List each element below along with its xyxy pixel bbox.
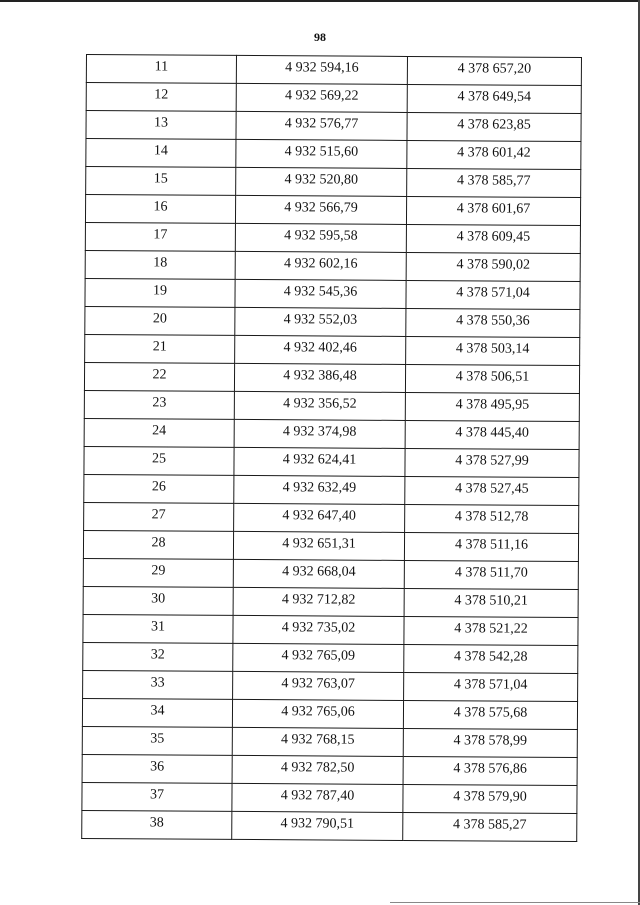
x-coordinate-cell-text: 4 932 763,07 [281, 675, 355, 692]
x-coordinate-cell [234, 419, 405, 448]
y-coordinate-cell [407, 168, 581, 197]
y-coordinate-cell [406, 252, 580, 281]
y-coordinate-cell [406, 196, 580, 225]
y-coordinate-cell [404, 588, 578, 617]
x-coordinate-cell [235, 223, 406, 252]
table-row [84, 446, 579, 477]
point-number-cell-text: 33 [150, 674, 165, 690]
y-coordinate-cell [407, 56, 581, 85]
point-number-cell-text: 27 [151, 506, 166, 522]
y-coordinate-cell-text: 4 378 495,95 [455, 396, 530, 413]
x-coordinate-cell-text: 4 932 520,80 [284, 171, 359, 188]
x-coordinate-cell-text: 4 932 515,60 [284, 143, 359, 160]
point-number-cell-text: 26 [151, 478, 166, 494]
y-coordinate-cell-text: 4 378 579,90 [453, 788, 527, 805]
y-coordinate-cell [407, 84, 581, 113]
y-coordinate-cell-text: 4 378 506,51 [455, 368, 530, 385]
x-coordinate-cell-text: 4 932 790,51 [280, 815, 355, 832]
table-row [84, 474, 579, 505]
x-coordinate-cell-text: 4 932 386,48 [283, 367, 357, 384]
x-coordinate-cell [233, 587, 404, 616]
table-row [85, 250, 580, 281]
x-coordinate-cell [233, 559, 404, 588]
y-coordinate-cell [403, 756, 577, 785]
table-row [84, 390, 579, 421]
point-number-cell [86, 83, 236, 112]
x-coordinate-cell [236, 167, 407, 196]
point-number-cell [86, 139, 236, 168]
y-coordinate-cell [404, 616, 578, 645]
point-number-cell-text: 16 [153, 198, 168, 215]
y-coordinate-cell-text: 4 378 527,99 [455, 452, 529, 469]
x-coordinate-cell [233, 531, 404, 560]
coordinates-table-body [82, 55, 582, 842]
point-number-cell-text: 35 [150, 730, 165, 746]
y-coordinate-cell-text: 4 378 649,54 [457, 88, 532, 105]
point-number-cell-text: 13 [154, 114, 169, 131]
point-number-cell [85, 278, 235, 307]
y-coordinate-cell [403, 728, 577, 757]
x-coordinate-cell-text: 4 932 787,40 [280, 787, 355, 804]
point-number-cell [84, 502, 234, 531]
x-coordinate-cell [236, 83, 407, 112]
table-row [86, 111, 581, 142]
x-coordinate-cell [233, 671, 404, 700]
point-number-cell-text: 15 [153, 170, 168, 187]
y-coordinate-cell [404, 672, 578, 701]
point-number-cell [84, 446, 234, 475]
y-coordinate-cell-text: 4 378 445,40 [455, 424, 529, 441]
x-coordinate-cell-text: 4 932 594,16 [285, 59, 359, 76]
y-coordinate-cell [405, 364, 579, 393]
point-number-cell [83, 586, 233, 615]
table-row [86, 167, 581, 198]
y-coordinate-cell [406, 308, 580, 337]
table-row [86, 55, 581, 86]
point-number-cell [82, 754, 232, 783]
table-row [83, 530, 578, 561]
table-row [82, 810, 577, 841]
y-coordinate-cell [405, 392, 579, 421]
y-coordinate-cell [407, 112, 581, 141]
y-coordinate-cell-text: 4 378 585,27 [453, 816, 527, 833]
x-coordinate-cell-text: 4 932 782,50 [280, 759, 355, 776]
x-coordinate-cell [235, 307, 406, 336]
point-number-cell [84, 390, 234, 419]
point-number-cell-text: 38 [149, 814, 164, 830]
table-row [84, 418, 579, 449]
x-coordinate-cell-text: 4 932 374,98 [282, 423, 357, 440]
y-coordinate-cell-text: 4 378 550,36 [456, 312, 530, 329]
point-number-cell [83, 530, 233, 559]
point-number-cell-text: 23 [152, 394, 167, 410]
table-row [85, 278, 580, 309]
point-number-cell [84, 474, 234, 503]
x-coordinate-cell [235, 335, 406, 364]
x-coordinate-cell [234, 447, 405, 476]
point-number-cell-text: 22 [152, 366, 167, 382]
point-number-cell-text: 11 [154, 58, 169, 75]
x-coordinate-cell [232, 699, 403, 728]
x-coordinate-cell [232, 783, 403, 812]
y-coordinate-cell-text: 4 378 623,85 [457, 116, 531, 133]
point-number-cell [85, 222, 235, 251]
point-number-cell [84, 418, 234, 447]
scan-edge-bottom [390, 902, 640, 903]
point-number-cell [82, 810, 232, 839]
point-number-cell [85, 306, 235, 335]
y-coordinate-cell [405, 448, 579, 477]
y-coordinate-cell [404, 532, 578, 561]
y-coordinate-cell [406, 336, 580, 365]
y-coordinate-cell-text: 4 378 571,04 [456, 284, 530, 301]
x-coordinate-cell-text: 4 932 624,41 [282, 451, 357, 468]
x-coordinate-cell-text: 4 932 632,49 [282, 479, 357, 496]
table-row [85, 195, 580, 226]
point-number-cell [82, 698, 232, 727]
y-coordinate-cell-text: 4 378 601,42 [457, 144, 531, 161]
point-number-cell [84, 362, 234, 391]
point-number-cell-text: 20 [152, 310, 167, 326]
y-coordinate-cell [403, 700, 577, 729]
point-number-cell-text: 37 [149, 786, 165, 802]
point-number-cell [85, 250, 235, 279]
y-coordinate-cell [405, 504, 579, 533]
y-coordinate-cell-text: 4 378 601,67 [456, 200, 531, 217]
table-row [82, 726, 577, 757]
x-coordinate-cell [232, 811, 403, 840]
point-number-cell-text: 18 [153, 254, 168, 270]
x-coordinate-cell [236, 111, 407, 140]
point-number-cell-text: 28 [151, 534, 166, 550]
y-coordinate-cell-text: 4 378 585,77 [456, 172, 531, 189]
x-coordinate-cell [234, 363, 405, 392]
y-coordinate-cell [403, 812, 577, 841]
x-coordinate-cell [235, 251, 406, 280]
table-row [82, 782, 577, 813]
x-coordinate-cell-text: 4 932 595,58 [284, 227, 358, 244]
x-coordinate-cell [236, 55, 407, 84]
y-coordinate-cell-text: 4 378 571,04 [453, 676, 528, 693]
point-number-cell-text: 17 [153, 226, 168, 243]
x-coordinate-cell-text: 4 932 651,31 [282, 535, 356, 552]
y-coordinate-cell-text: 4 378 510,21 [454, 592, 528, 609]
x-coordinate-cell-text: 4 932 668,04 [282, 563, 356, 580]
x-coordinate-cell-text: 4 932 735,02 [281, 619, 356, 636]
y-coordinate-cell [404, 560, 578, 589]
x-coordinate-cell-text: 4 932 712,82 [281, 591, 356, 608]
x-coordinate-cell [232, 727, 403, 756]
y-coordinate-cell [406, 280, 580, 309]
point-number-cell [83, 642, 233, 671]
point-number-cell-text: 25 [151, 450, 167, 466]
x-coordinate-cell [235, 279, 406, 308]
x-coordinate-cell-text: 4 932 552,03 [283, 311, 358, 328]
y-coordinate-cell-text: 4 378 511,16 [454, 536, 529, 553]
point-number-cell-text: 29 [151, 562, 166, 578]
x-coordinate-cell [233, 615, 404, 644]
table-row [86, 139, 581, 170]
point-number-cell [82, 782, 232, 811]
table-row [83, 670, 578, 701]
point-number-cell-text: 32 [150, 646, 165, 662]
point-number-cell-text: 21 [152, 338, 167, 354]
y-coordinate-cell-text: 4 378 575,68 [453, 704, 528, 721]
point-number-cell-text: 19 [153, 282, 168, 298]
point-number-cell [86, 167, 236, 196]
point-number-cell [86, 111, 236, 140]
table-row [83, 586, 578, 617]
point-number-cell [85, 334, 235, 363]
coordinates-table [81, 54, 582, 842]
x-coordinate-cell [235, 195, 406, 224]
x-coordinate-cell-text: 4 932 768,15 [281, 731, 355, 748]
point-number-cell-text: 30 [151, 590, 166, 606]
x-coordinate-cell-text: 4 932 602,16 [283, 255, 358, 272]
x-coordinate-cell-text: 4 932 765,06 [281, 703, 355, 720]
point-number-cell [83, 614, 233, 643]
x-coordinate-cell [234, 391, 405, 420]
table-row [82, 698, 577, 729]
scan-edge-top [0, 0, 640, 2]
x-coordinate-cell-text: 4 932 566,79 [284, 199, 358, 216]
point-number-cell [83, 670, 233, 699]
x-coordinate-cell [234, 475, 405, 504]
y-coordinate-cell-text: 4 378 511,70 [454, 564, 528, 581]
point-number-cell [85, 195, 235, 224]
x-coordinate-cell [236, 139, 407, 168]
y-coordinate-cell-text: 4 378 609,45 [456, 228, 531, 245]
table-row [85, 222, 580, 253]
y-coordinate-cell [405, 420, 579, 449]
x-coordinate-cell-text: 4 932 402,46 [283, 339, 358, 356]
y-coordinate-cell-text: 4 378 521,22 [454, 620, 528, 637]
x-coordinate-cell [233, 643, 404, 672]
y-coordinate-cell [406, 224, 580, 253]
point-number-cell-text: 36 [150, 758, 165, 774]
page-number: 98 [314, 30, 326, 44]
point-number-cell-text: 14 [153, 142, 168, 159]
point-number-cell [86, 55, 236, 84]
y-coordinate-cell [403, 784, 577, 813]
table-row [85, 334, 580, 365]
x-coordinate-cell-text: 4 932 576,77 [284, 115, 359, 132]
x-coordinate-cell-text: 4 932 765,09 [281, 647, 356, 664]
point-number-cell-text: 34 [150, 702, 165, 718]
table-row [83, 558, 578, 589]
x-coordinate-cell [234, 503, 405, 532]
point-number-cell [82, 726, 232, 755]
y-coordinate-cell-text: 4 378 542,28 [454, 648, 528, 665]
y-coordinate-cell-text: 4 378 503,14 [455, 340, 530, 357]
y-coordinate-cell-text: 4 378 578,99 [453, 732, 528, 749]
table-row [84, 362, 579, 393]
y-coordinate-cell-text: 4 378 512,78 [454, 508, 529, 525]
table-row [82, 754, 577, 785]
table-row [84, 502, 579, 533]
point-number-cell-text: 31 [150, 618, 166, 634]
x-coordinate-cell-text: 4 932 647,40 [282, 507, 356, 524]
table-row [85, 306, 580, 337]
y-coordinate-cell-text: 4 378 527,45 [455, 480, 529, 497]
y-coordinate-cell-text: 4 378 576,86 [453, 760, 527, 777]
y-coordinate-cell-text: 4 378 657,20 [457, 60, 532, 77]
point-number-cell-text: 24 [152, 422, 167, 438]
y-coordinate-cell [404, 644, 578, 673]
table-row [83, 614, 578, 645]
point-number-cell-text: 12 [154, 86, 169, 103]
table-row [86, 83, 581, 114]
y-coordinate-cell [407, 140, 581, 169]
y-coordinate-cell [405, 476, 579, 505]
x-coordinate-cell-text: 4 932 569,22 [284, 87, 359, 104]
y-coordinate-cell-text: 4 378 590,02 [456, 256, 531, 273]
point-number-cell [83, 558, 233, 587]
x-coordinate-cell [232, 755, 403, 784]
x-coordinate-cell-text: 4 932 356,52 [283, 395, 357, 412]
x-coordinate-cell-text: 4 932 545,36 [283, 283, 358, 300]
table-row [83, 642, 578, 673]
